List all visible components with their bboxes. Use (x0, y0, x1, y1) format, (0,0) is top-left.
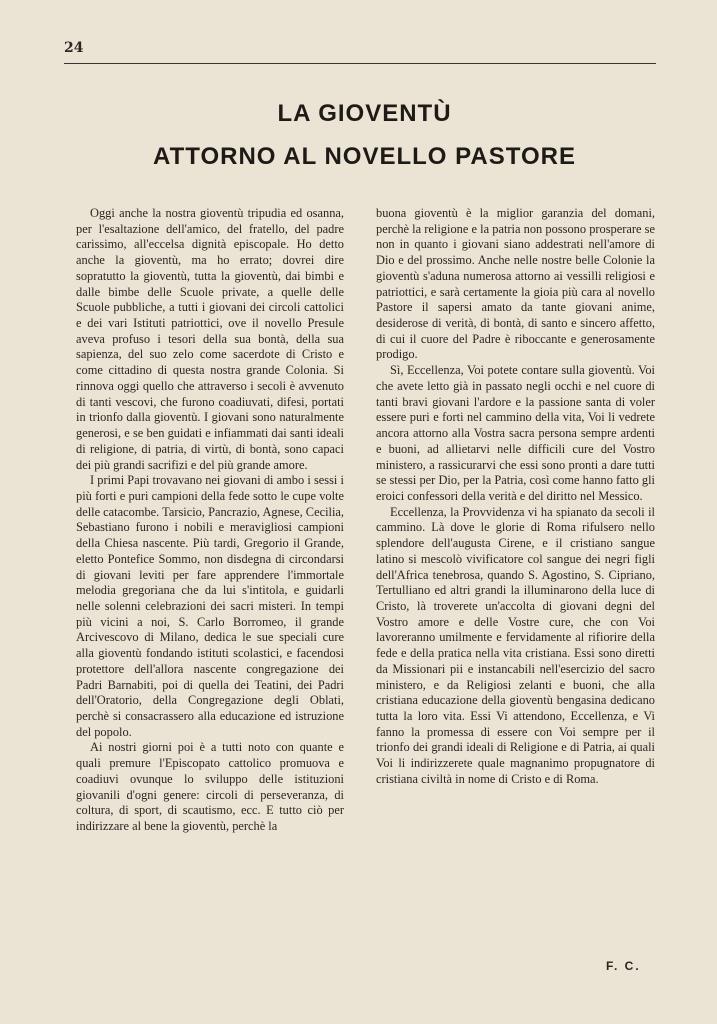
paragraph: Oggi anche la nostra gioventù tripudia ed osanna, per l'esaltazione dell'amico, del fratello, del padre carissimo, all'eccelsa dignità episcopale. Ho detto anche la gioventù, ma ho errato; dovrei dire sopratutto la gioventù, tutta la gioventù, dai bimbi e dalle bimbe delle Scuole private, a quelle delle Scuole pubbliche, a tutti i giovani dei circoli cattolici e dei vari Istituti patriottici, ove il novello Presule aveva profuso i tesori della sua bontà, della sua sapienza, del suo zelo come sacerdote di Cristo e come cittadino di questa nostra grande Colonia. Si rinnova oggi quello che attraverso i secoli è avvenuto di tanti vescovi, che furono coadiuvati, difesi, portati in trionfo dalla gioventù. I giovani sono naturalmente generosi, e se ben guidati e infiammati dai santi ideali di religione, di patria, di virtù, di bontà, sono capaci dei più grandi sacrifizi e del più grande amore. (76, 206, 344, 472)
paragraph: buona gioventù è la miglior garanzia del domani, perchè la religione e la patria non possono prosperare se non in quanto i giovani siano addestrati nell'amore di Dio e del prossimo. Anche nelle nostre belle Colonie la gioventù s'aduna numerosa attorno ai vessilli religiosi e patriottici, e sarà certamente la gioia più cara al novello Pastore il sapersi amato da tante giovani anime, desiderose di verità, di bontà, di santo e sincero affetto, di cui il cuore del Padre è riboccante e generosamente prodigo. (376, 206, 655, 362)
article-title-line2: ATTORNO AL NOVELLO PASTORE (153, 143, 576, 170)
right-column (376, 206, 655, 788)
page-number: 24 (64, 40, 84, 56)
paragraph: Ai nostri giorni poi è a tutti noto con quante e quali premure l'Episcopato cattolico promuova e coadiuvi ovunque lo sviluppo delle istituzioni giovanili d'ogni genere: circoli di perseveranza, di coltura, di sport, di scautismo, ecc. E tutto ciò per indirizzare al bene la gioventù, perchè la (76, 740, 344, 834)
paragraph: Eccellenza, la Provvidenza vi ha spianato da secoli il cammino. Là dove le glorie di Roma rifulsero nello splendore dell'augusta Cirene, e il cristiano sangue latino si mescolò vivificatore col sangue dei negri figli dell'Africa tenebrosa, quando S. Agostino, S. Cipriano, Tertulliano ed altri grandi la illuminarono della luce di Cristo, là troverete un'accolta di giovani degni del Vostro amore e delle Vostre cure, che con Voi lavoreranno umilmente e fervidamente al rifiorire della fede e della pratica nella vita cristiana. Essi sono diretti da Missionari pii e instancabili nell'esercizio del sacro ministero, e da Religiosi zelanti e buoni, che alla cristiana educazione della gioventù bengasina dedicano tutta la loro vita. Essi Vi attendono, Eccellenza, e Vi fanno la promessa di essere con Voi sempre per il trionfo dei grandi ideali di Religione e di Patria, ai quali Voi li indirizzerete quale magnanimo propugnatore di cristiana civiltà in nome di Cristo e di Roma. (376, 504, 655, 786)
author-signature: F. C. (606, 959, 641, 973)
paragraph: Sì, Eccellenza, Voi potete contare sulla gioventù. Voi che avete letto già in passato negli occhi e nel cuore di tanti bravi giovani l'ardore e la passione santa di voler essere puri e forti nel cammino della vita, Voi li vedrete ancora attorno alla Vostra sacra persona sempre ardenti e buoni, ad allietarvi nelle difficili cure del Vostro ministero, a rassicurarvi che essi sono pronti a dare tutti se stessi per Dio, per la Patria, così come hanno fatto gli eroici confessori della verità e del diritto nel Messico. (376, 363, 655, 503)
header-rule (64, 63, 656, 64)
article-title-line1: LA GIOVENTÙ (277, 100, 452, 127)
paragraph: I primi Papi trovavano nei giovani di ambo i sessi i più forti e puri campioni della fede sotto le cupe volte delle catacombe. Tarsicio, Pancrazio, Agnese, Cecilia, Sebastiano furono i nobili e meravigliosi campioni della Chiesa nascente. Più tardi, Gregorio il Grande, eletto Pontefice Sommo, non disdegna di circondarsi di giovani leviti per fare apprendere l'immortale melodia gregoriana che da lui s'intitola, e guidarli nelle solenni celebrazioni dei sacri misteri. In tempi più vicini a noi, S. Carlo Borromeo, il grande Arcivescovo di Milano, dedica le sue speciali cure alla gioventù fondando istituti scolastici, e facendosi protettore dell'allora nascente congregazione dei Padri Barnabiti, poi di quella dei Teatini, dei Padri dell'Oratorio, della Congregazione degli Oblati, perchè si consacrassero alla educazione ed istruzione del popolo. (76, 473, 344, 739)
left-column (76, 206, 344, 835)
